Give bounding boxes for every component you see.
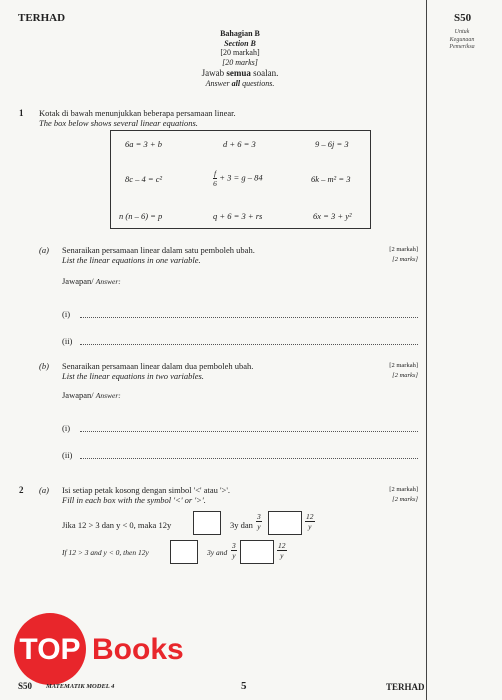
equation-fraction: $\frac{f}{6}$ + 3 = g – 84 <box>213 169 263 188</box>
q1b-line-ii-label: (ii) <box>62 450 73 460</box>
margin-rule <box>426 0 427 700</box>
q1a-text: Senaraikan persamaan linear dalam satu pemboleh ubah. List the linear equations in one variable. <box>62 245 255 265</box>
q1a-line-i-label: (i) <box>62 309 71 319</box>
q1b-text: Senaraikan persamaan linear dalam dua pemboleh ubah. List the linear equations in two variables. <box>62 361 254 381</box>
q2a-fraction-3-over-y: $\frac{3}{y}$ <box>257 512 261 531</box>
q2a-statement-ms-pre: Jika 12 > 3 dan y < 0, maka 12y <box>62 520 172 530</box>
footer-code: S50 <box>18 681 33 691</box>
q1b-answer-label: Jawapan/ Answer: <box>62 390 121 400</box>
footer-subject: MATEMATIK MODEL 4 <box>46 683 115 690</box>
q1b-answer-line-i[interactable] <box>80 431 418 432</box>
equation: d + 6 = 3 <box>223 139 256 149</box>
q2a-fraction-12-over-y-en: $\frac{12}{y}$ <box>278 541 286 560</box>
equation: 6k – m² = 3 <box>311 174 351 184</box>
equation: 9 – 6j = 3 <box>315 139 349 149</box>
q1b-marks: [2 markah] [2 marks] <box>389 362 418 379</box>
answer-box-4[interactable] <box>240 540 274 564</box>
page-number: 5 <box>241 680 247 692</box>
q1a-label: (a) <box>39 245 49 255</box>
q2a-statement-en-pre: If 12 > 3 and y < 0, then 12y <box>62 548 149 557</box>
q1a-answer-line-ii[interactable] <box>80 344 418 345</box>
q2a-fraction-3-over-y-en: $\frac{3}{y}$ <box>232 541 236 560</box>
answer-box-3[interactable] <box>170 540 198 564</box>
answer-box-1[interactable] <box>193 511 221 535</box>
q2a-marks: [2 markah] [2 marks] <box>389 486 418 503</box>
q2a-text: Isi setiap petak kosong dengan simbol '<' atau '>'. Fill in each box with the symbol '<' or '>'. <box>62 485 230 505</box>
q2a-statement-en-mid: 3y and <box>207 548 228 557</box>
equation: 6x = 3 + y² <box>313 211 352 221</box>
header-classification: TERHAD <box>18 12 66 24</box>
q2-number: 2 <box>19 485 24 495</box>
header-code: S50 <box>454 12 472 24</box>
logo-text-books: Books <box>92 633 184 666</box>
q2a-statement-ms-mid: 3y dan <box>230 520 253 530</box>
q1a-line-ii-label: (ii) <box>62 336 73 346</box>
q2a-fraction-12-over-y: $\frac{12}{y}$ <box>306 512 314 531</box>
logo-text-top: TOP <box>19 633 81 666</box>
equation: n (n – 6) = p <box>119 211 163 221</box>
q1-number: 1 <box>19 108 24 118</box>
q1b-label: (b) <box>39 361 49 371</box>
examiner-margin-note: Untuk Kegunaan Pemeriksa <box>449 29 475 50</box>
equation: q + 6 = 3 + rs <box>213 211 263 221</box>
q2a-label: (a) <box>39 485 49 495</box>
q1b-line-i-label: (i) <box>62 423 71 433</box>
footer-classification: TERHAD <box>386 682 425 692</box>
q1b-answer-line-ii[interactable] <box>80 458 418 459</box>
q1a-marks: [2 markah] [2 marks] <box>389 246 418 263</box>
topbooks-logo <box>12 611 198 687</box>
equation: 8c – 4 = c² <box>125 174 163 184</box>
section-heading: Bahagian B Section B [20 markah] [20 marks] Jawab semua soalan. Answer all questions. <box>201 29 279 88</box>
equations-box <box>110 130 371 229</box>
q1-stem: Kotak di bawah menunjukkan beberapa persamaan linear. The box below shows several linear equations. <box>39 108 236 128</box>
equation: 6a = 3 + b <box>125 139 162 149</box>
answer-box-2[interactable] <box>268 511 302 535</box>
q1a-answer-line-i[interactable] <box>80 317 418 318</box>
q1a-answer-label: Jawapan/ Answer: <box>62 276 121 286</box>
